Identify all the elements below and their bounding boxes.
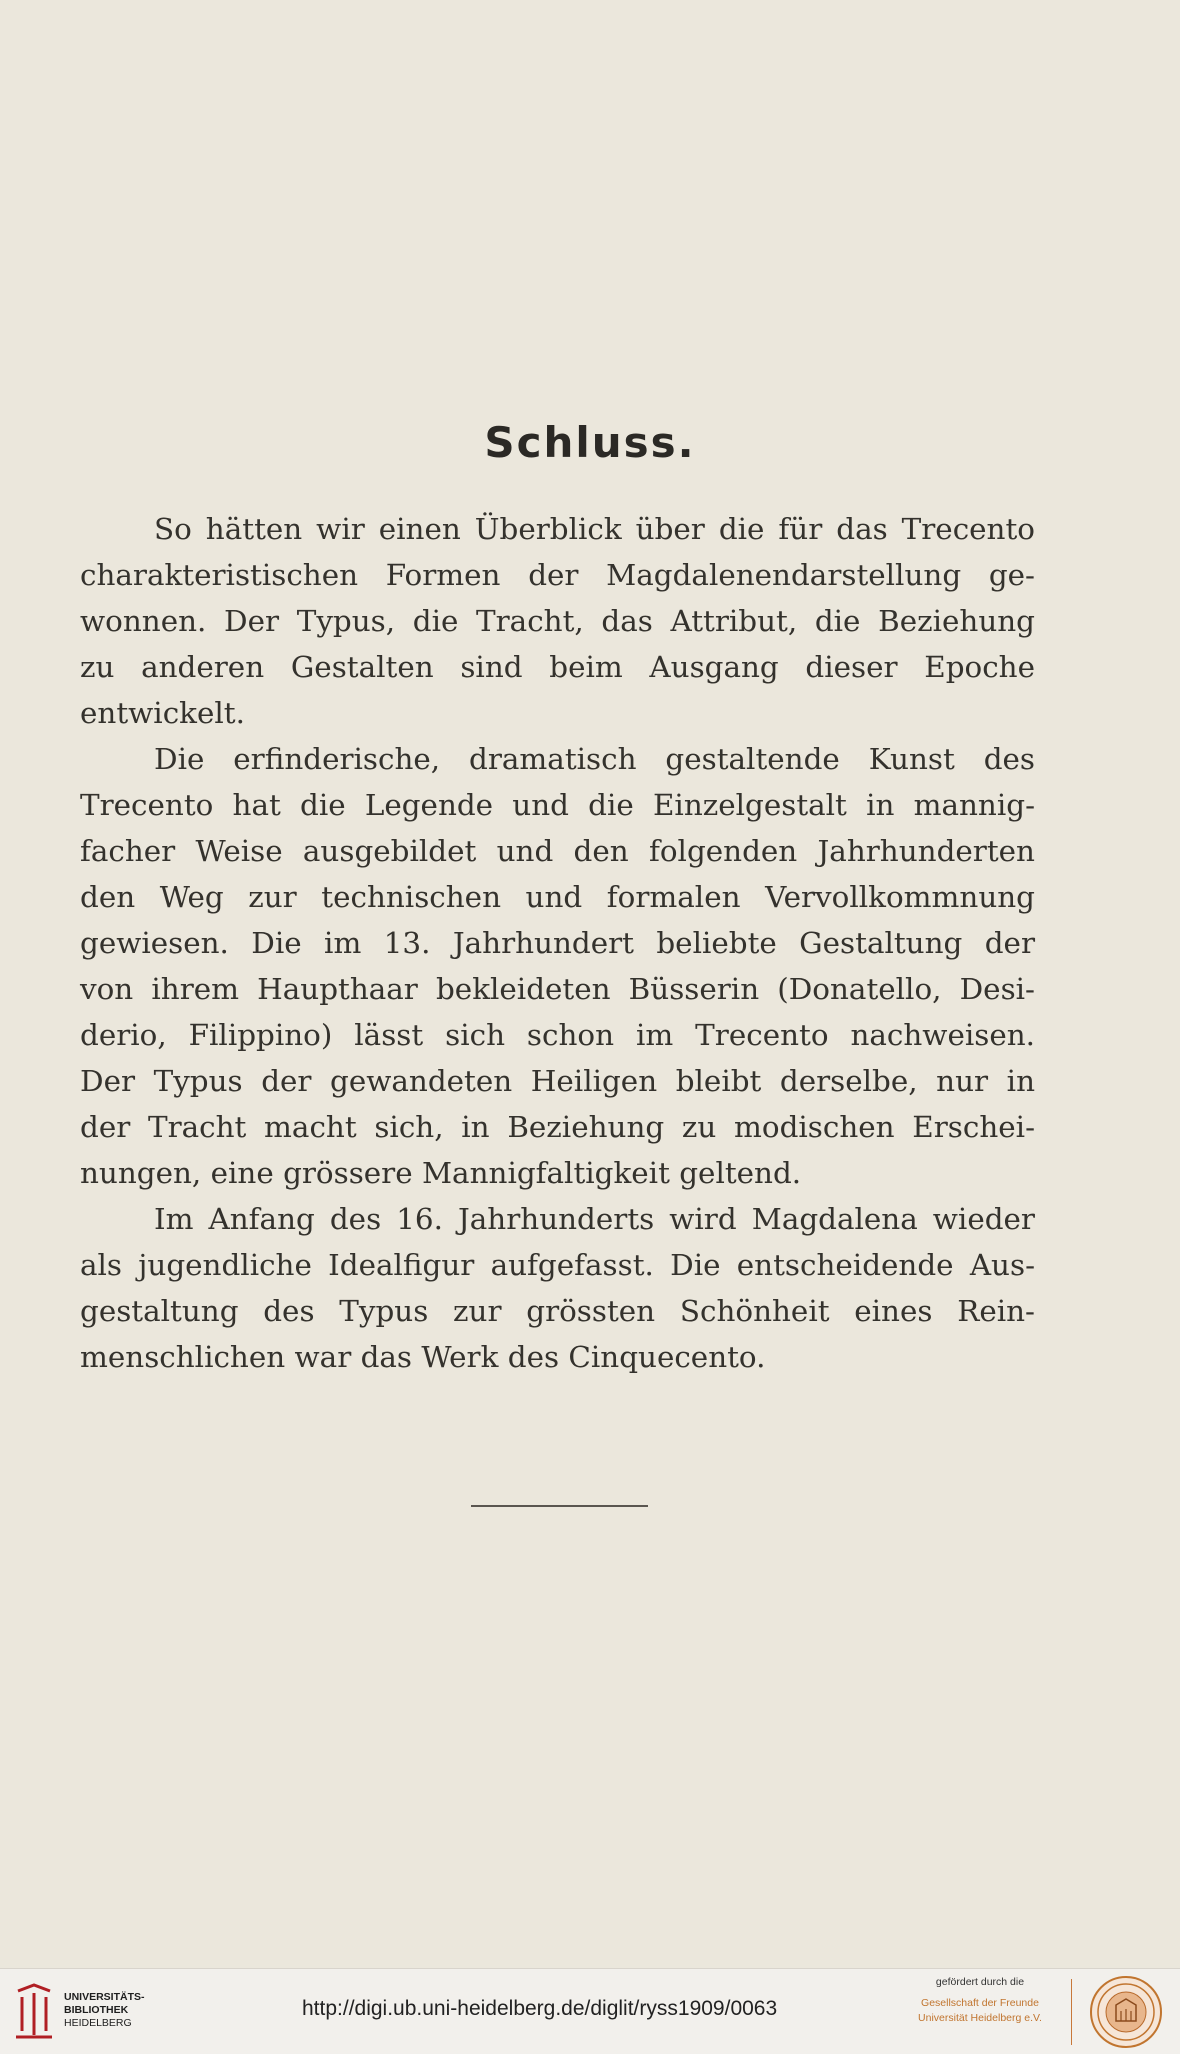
text-line: menschlichen war das Werk des Cinquecento. xyxy=(80,1340,766,1374)
text-line: gestaltung des Typus zur grössten Schönheit eines Rein- xyxy=(80,1294,1035,1328)
sponsor-block xyxy=(900,1975,1060,2026)
text-line: entwickelt. xyxy=(80,696,245,730)
library-logo-icon[interactable] xyxy=(12,1983,56,2039)
footer-divider xyxy=(1071,1979,1072,2045)
page-title: Schluss. xyxy=(484,418,696,467)
library-name-line: UNIVERSITÄTS- xyxy=(64,1991,145,2003)
footer-bar xyxy=(0,1968,1180,2054)
library-name xyxy=(64,1991,145,2030)
text-line: von ihrem Haupthaar bekleideten Büsserin (Donatello, Desi- xyxy=(80,972,1035,1006)
text-line: zu anderen Gestalten sind beim Ausgang dieser Epoche xyxy=(80,650,1035,684)
text-line: der Tracht macht sich, in Beziehung zu modischen Erschei- xyxy=(80,1110,1035,1144)
text-line: Die erfinderische, dramatisch gestaltende Kunst des xyxy=(154,742,1035,776)
text-line: Im Anfang des 16. Jahrhunderts wird Magdalena wieder xyxy=(154,1202,1035,1236)
text-line: Der Typus der gewandeten Heiligen bleibt derselbe, nur in xyxy=(80,1064,1035,1098)
sponsor-name-line: Gesellschaft der Freunde xyxy=(921,1997,1039,2009)
university-seal-icon[interactable] xyxy=(1089,1975,1163,2049)
text-line: derio, Filippino) lässt sich schon im Trecento nachweisen. xyxy=(80,1018,1035,1052)
text-line: facher Weise ausgebildet und den folgenden Jahrhunderten xyxy=(80,834,1035,868)
library-name-line: HEIDELBERG xyxy=(64,2017,132,2029)
text-line: den Weg zur technischen und formalen Vervollkommnung xyxy=(80,880,1035,914)
text-line: wonnen. Der Typus, die Tracht, das Attribut, die Beziehung xyxy=(80,604,1035,638)
sponsor-name-line: Universität Heidelberg e.V. xyxy=(918,2012,1042,2024)
text-line: charakteristischen Formen der Magdalenendarstellung ge- xyxy=(80,558,1035,592)
text-line: So hätten wir einen Überblick über die für das Trecento xyxy=(154,512,1035,546)
text-line: nungen, eine grössere Mannigfaltigkeit geltend. xyxy=(80,1156,802,1190)
permalink-url[interactable]: http://digi.ub.uni-heidelberg.de/diglit/ryss1909/0063 xyxy=(302,1997,778,2020)
closing-rule xyxy=(471,1505,648,1507)
text-line: gewiesen. Die im 13. Jahrhundert beliebte Gestaltung der xyxy=(80,926,1035,960)
body-text xyxy=(80,506,1035,1380)
text-line: als jugendliche Idealfigur aufgefasst. Die entscheidende Aus- xyxy=(80,1248,1035,1282)
library-name-line: BIBLIOTHEK xyxy=(64,2004,129,2016)
sponsor-intro: gefördert durch die xyxy=(935,1976,1025,1988)
text-line: Trecento hat die Legende und die Einzelgestalt in mannig- xyxy=(80,788,1035,822)
